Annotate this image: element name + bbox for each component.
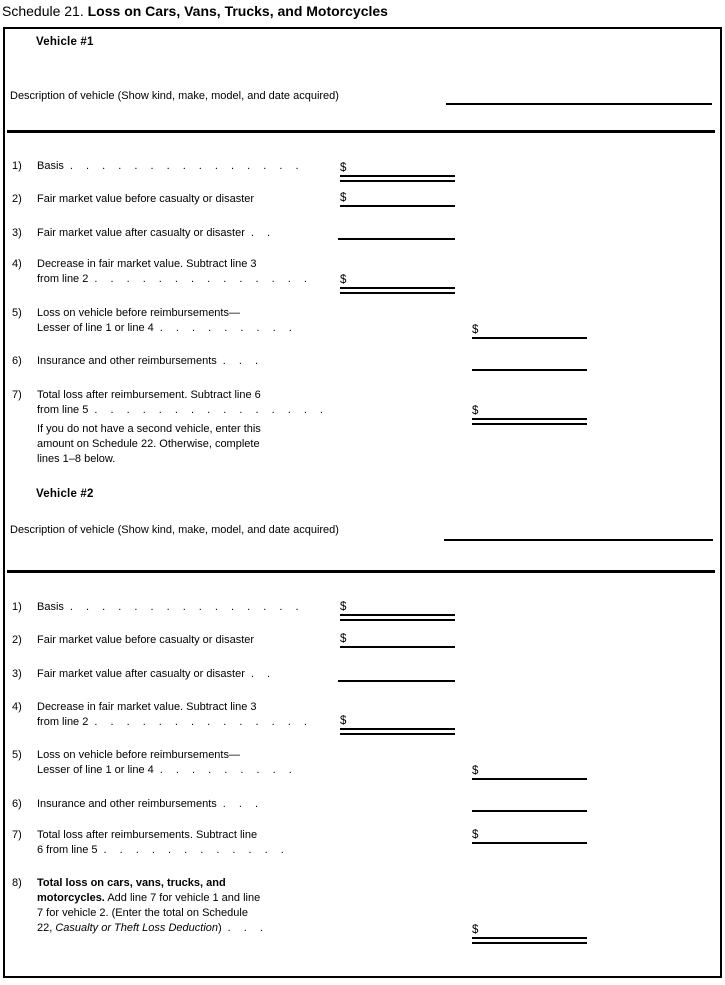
vehicle1-description-input-line[interactable] <box>446 103 712 105</box>
dollar-sign: $ <box>340 633 347 645</box>
dollar-sign: $ <box>472 924 479 936</box>
row-label: Loss on vehicle before reimbursements— Lesser of line 1 or line 4 . . . . . . . . . <box>37 749 292 776</box>
row-v2-6 <box>12 797 258 812</box>
vehicle1-section-divider <box>7 130 715 133</box>
dot-leader: . . . <box>222 355 259 367</box>
row-v1-3 <box>12 226 270 241</box>
dot-leader: . . . <box>227 922 263 934</box>
amount-line-v2-4[interactable] <box>340 715 455 735</box>
amount-line-v2-3[interactable] <box>338 680 455 682</box>
dollar-sign: $ <box>340 192 347 204</box>
row-v2-7 <box>12 828 284 858</box>
amount-line-v2-7[interactable] <box>472 829 587 844</box>
row-v2-8-total <box>12 876 263 936</box>
amount-line-v1-4[interactable] <box>340 274 455 294</box>
row-v1-1 <box>12 159 299 174</box>
row-number: 1) <box>12 160 22 172</box>
amount-line-v2-6[interactable] <box>472 810 587 812</box>
amount-line-v2-2[interactable] <box>340 633 455 648</box>
amount-line-v1-1[interactable] <box>340 162 455 182</box>
amount-line-v1-3[interactable] <box>338 238 455 240</box>
row-v2-5 <box>12 748 292 778</box>
vehicle2-section-divider <box>7 570 715 573</box>
row-v1-4 <box>12 257 307 287</box>
row-number: 2) <box>12 193 22 205</box>
vehicle1-heading: Vehicle #1 <box>36 36 94 48</box>
schedule-title <box>2 3 388 19</box>
dot-leader: . . . . . . . . . <box>159 764 292 776</box>
amount-line-v1-6[interactable] <box>472 369 587 371</box>
row-number: 5) <box>12 749 22 761</box>
row-v1-7 <box>12 388 323 418</box>
dot-leader: . . <box>250 227 271 239</box>
row-label: Insurance and other reimbursements . . . <box>37 355 259 367</box>
row-label: Loss on vehicle before reimbursements— Lesser of line 1 or line 4 . . . . . . . . . <box>37 307 292 334</box>
row-v2-4 <box>12 700 307 730</box>
dollar-sign: $ <box>472 829 479 841</box>
row-number: 6) <box>12 798 22 810</box>
row-number: 5) <box>12 307 22 319</box>
row-v1-6 <box>12 354 258 369</box>
dollar-sign: $ <box>340 715 347 727</box>
row-label: Decrease in fair market value. Subtract line 3 from line 2 . . . . . . . . . . . . . . <box>37 701 307 728</box>
vehicle2-heading: Vehicle #2 <box>36 488 94 500</box>
row-number: 8) <box>12 877 22 889</box>
dot-leader: . . . . . . . . . . . . . . <box>94 273 307 285</box>
row-label: Total loss after reimbursement. Subtract line 6 from line 5 . . . . . . . . . . . . . . . <box>37 389 323 416</box>
amount-line-v1-2[interactable] <box>340 192 455 207</box>
row-label: Basis . . . . . . . . . . . . . . . <box>37 601 299 613</box>
row-v2-3 <box>12 667 270 682</box>
dot-leader: . . . . . . . . . <box>159 322 292 334</box>
schedule-name: Loss on Cars, Vans, Trucks, and Motorcycles <box>87 3 388 19</box>
row-label: Basis . . . . . . . . . . . . . . . <box>37 160 299 172</box>
dollar-sign: $ <box>340 601 347 613</box>
vehicle1-instruction-note: If you do not have a second vehicle, enter this amount on Schedule 22. Otherwise, complete lines 1–8 below. <box>37 423 261 465</box>
row-v2-2 <box>12 633 254 648</box>
dot-leader: . . . . . . . . . . . . . . . <box>69 601 299 613</box>
vehicle1-description-label: Description of vehicle (Show kind, make, model, and date acquired) <box>10 90 339 102</box>
row-number: 3) <box>12 668 22 680</box>
dollar-sign: $ <box>472 405 479 417</box>
schedule-number: Schedule 21. <box>2 3 84 19</box>
row-label: Fair market value before casualty or disaster <box>37 634 255 646</box>
row-v1-2 <box>12 192 254 207</box>
row-v1-5 <box>12 306 292 336</box>
row-number: 6) <box>12 355 22 367</box>
row-label: Fair market value after casualty or disaster . . <box>37 668 271 680</box>
dot-leader: . . . . . . . . . . . . . . . <box>94 404 323 416</box>
dollar-sign: $ <box>472 765 479 777</box>
dot-leader: . . . . . . . . . . . . . . <box>94 716 307 728</box>
row-label: Total loss on cars, vans, trucks, and motorcycles. Add line 7 for vehicle 1 and line 7 for vehicle 2. (Enter the total on Schedule 22, Casualty or Theft Loss Deduction) . . . <box>37 877 263 934</box>
italic-reference: Casualty or Theft Loss Deduction <box>55 922 218 934</box>
amount-line-v2-5[interactable] <box>472 765 587 780</box>
row-label: Insurance and other reimbursements . . . <box>37 798 259 810</box>
row-label: Total loss after reimbursements. Subtract line 6 from line 5 . . . . . . . . . . . . <box>37 829 284 856</box>
amount-line-v1-7[interactable] <box>472 405 587 425</box>
row-number: 7) <box>12 389 22 401</box>
row-v2-1 <box>12 600 299 615</box>
dot-leader: . . . . . . . . . . . . <box>103 844 284 856</box>
dollar-sign: $ <box>340 274 347 286</box>
row-number: 4) <box>12 701 22 713</box>
amount-line-v1-5[interactable] <box>472 324 587 339</box>
row-label: Fair market value before casualty or disaster <box>37 193 255 205</box>
dollar-sign: $ <box>340 162 347 174</box>
row-label: Decrease in fair market value. Subtract line 3 from line 2 . . . . . . . . . . . . . . <box>37 258 307 285</box>
dot-leader: . . . <box>222 798 259 810</box>
row-number: 7) <box>12 829 22 841</box>
row-number: 2) <box>12 634 22 646</box>
dot-leader: . . <box>250 668 271 680</box>
amount-line-v2-1[interactable] <box>340 601 455 621</box>
amount-line-v2-8-total[interactable] <box>472 924 587 944</box>
vehicle2-description-label: Description of vehicle (Show kind, make, model, and date acquired) <box>10 524 339 536</box>
row-number: 4) <box>12 258 22 270</box>
row-number: 1) <box>12 601 22 613</box>
vehicle2-description-input-line[interactable] <box>444 539 713 541</box>
dot-leader: . . . . . . . . . . . . . . . <box>69 160 299 172</box>
dollar-sign: $ <box>472 324 479 336</box>
row-number: 3) <box>12 227 22 239</box>
row-label: Fair market value after casualty or disaster . . <box>37 227 271 239</box>
